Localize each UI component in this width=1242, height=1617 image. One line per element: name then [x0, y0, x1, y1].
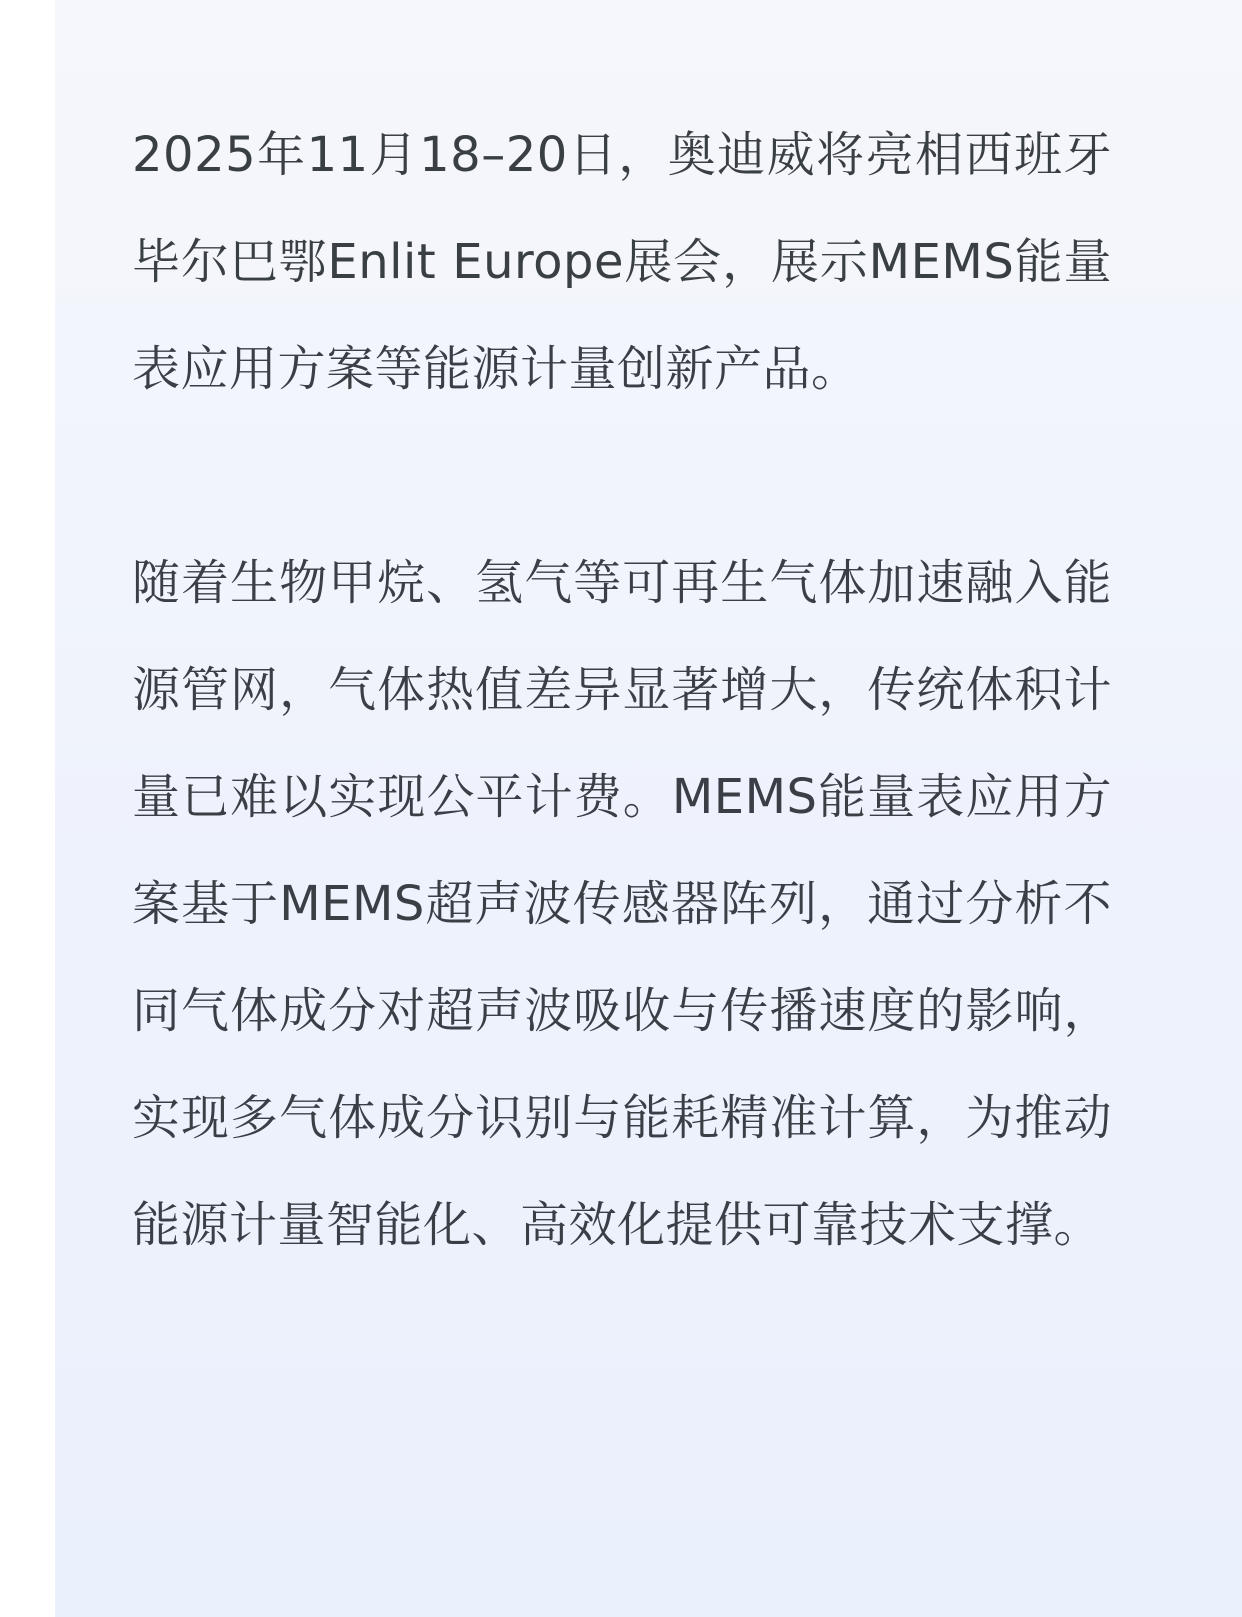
article-body	[132, 102, 1112, 1279]
paragraph-mems-solution: 随着生物甲烷、氢气等可再生气体加速融入能源管网，气体热值差异显著增大，传统体积计量已难以实现公平计费。MEMS能量表应用方案基于MEMS超声波传感器阵列，通过分析不同气体成分对超声波吸收与传播速度的影响，实现多气体成分识别与能耗精准计算，为推动能源计量智能化、高效化提供可靠技术支撑。	[132, 555, 1112, 1253]
paragraph-exhibition: 2025年11月18–20日，奥迪威将亮相西班牙毕尔巴鄂Enlit Europe展会，展示MEMS能量表应用方案等能源计量创新产品。	[132, 127, 1112, 397]
